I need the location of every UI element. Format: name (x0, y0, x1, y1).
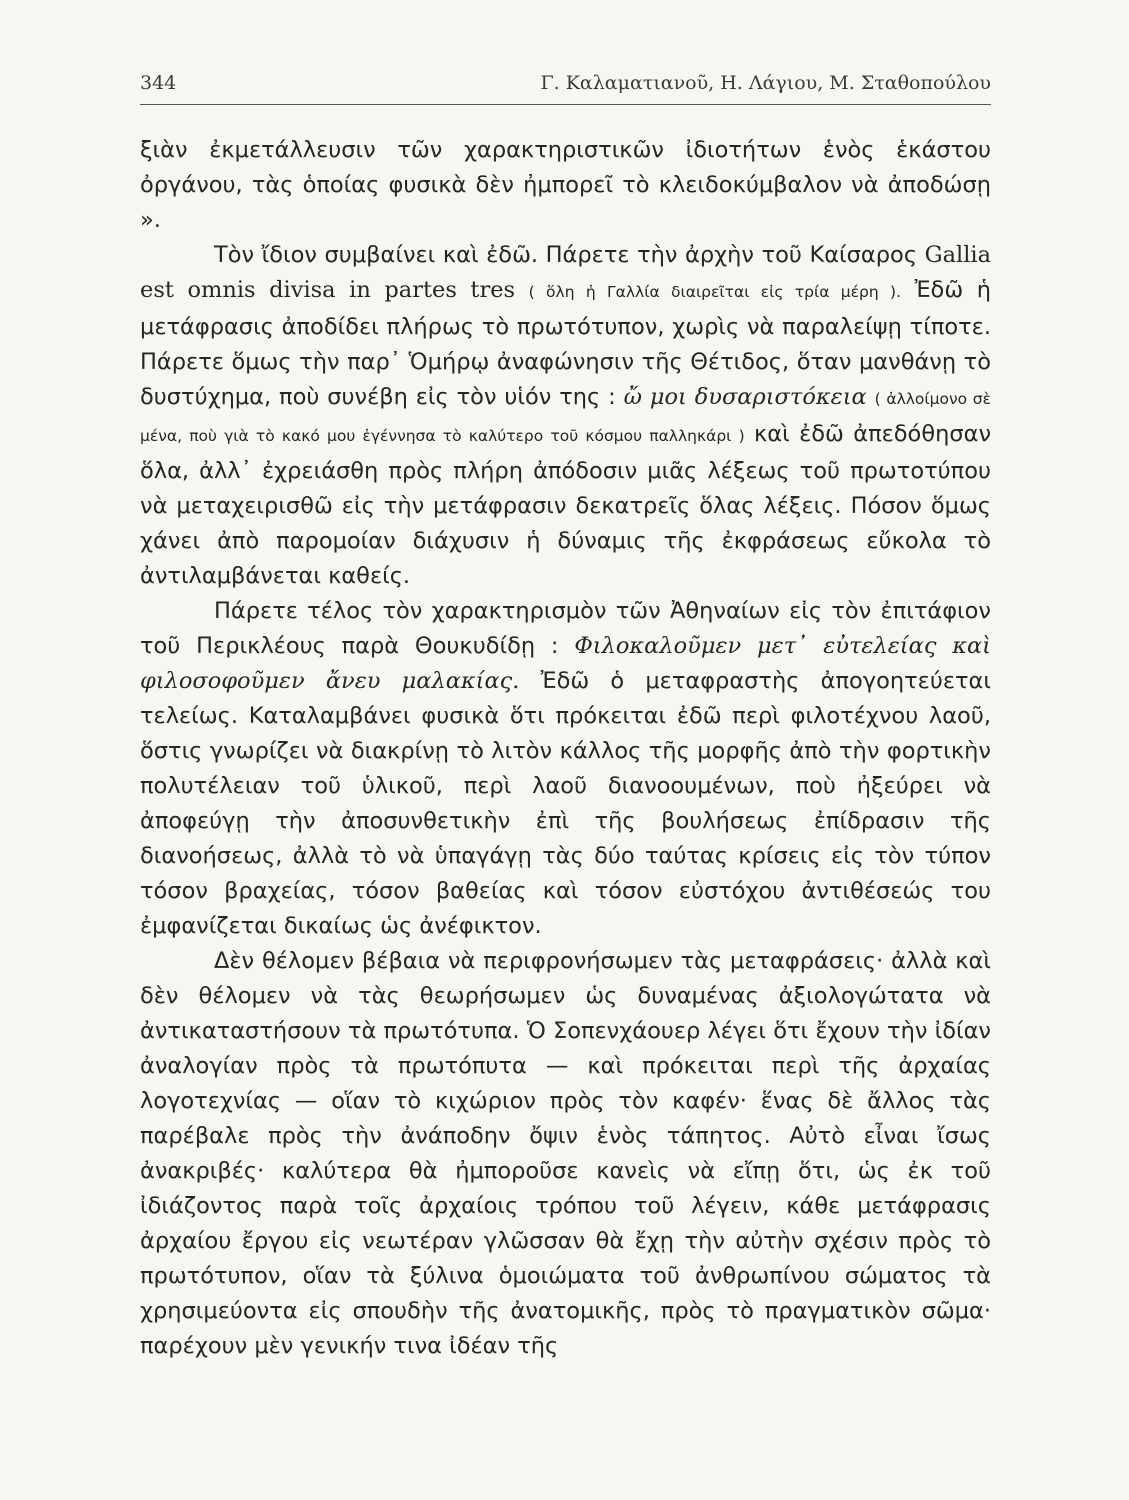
paragraph-3-text-a: Πάρετε τέλος τὸν χαρακτηρισμὸν τῶν Ἀθηναίων εἰς τὸν ἐπιτάφιον τοῦ Περικλέους παρὰ Θουκυδίδῃ : (140, 598, 991, 659)
paragraph-1: ξιὰν ἐκμετάλλευσιν τῶν χαρακτηριστικῶν ἰδιοτήτων ἑνὸς ἑκάστου ὀργάνου, τὰς ὁποίας φυσικὰ δὲν ἠμπορεῖ τὸ κλειδοκύμβαλον νὰ ἀποδώσῃ ». (140, 137, 991, 233)
gloss-gallia: ( ὅλη ἡ Γαλλία διαιρεῖται εἰς τρία μέρη ). (528, 283, 901, 301)
paragraph-3 (140, 594, 991, 944)
running-head-authors: Γ. Καλαματιανοῦ, Η. Λάγιου, Μ. Σταθοπούλου (540, 72, 991, 94)
thucydides-quote: Φιλοκαλοῦμεν μετ᾽ εὐτελείας καὶ φιλοσοφοῦμεν ἄνευ μαλακίας. (140, 633, 991, 694)
paragraph-2 (140, 238, 991, 594)
paragraph-2-text-c: καὶ ἐδῶ ἀπεδόθησαν ὅλα, ἀλλ᾽ ἐχρειάσθη πρὸς πλήρη ἀπόδοσιν μιᾶς λέξεως τοῦ πρωτοτύπου νὰ μεταχειρισθῶ εἰς τὴν μετάφρασιν δεκατρεῖς ὅλας λέξεις. Πόσον ὅμως χάνει ἀπὸ παρομοίαν διάχυσιν ἡ δύναμις τῆς ἐκφράσεως εὔκολα τὸ ἀντιλαμβάνεται καθείς. (140, 421, 992, 589)
running-header (140, 72, 991, 105)
latin-quote: Gallia est omnis divisa in partes tres (140, 242, 991, 303)
page-number: 344 (140, 72, 177, 94)
paragraph-4: Δὲν θέλομεν βέβαια νὰ περιφρονήσωμεν τὰς μεταφράσεις· ἀλλὰ καὶ δὲν θέλομεν νὰ τὰς θεωρήσωμεν ὡς δυναμένας ἀξιολογώτατα νὰ ἀντικαταστήσουν τὰ πρωτότυπα. Ὁ Σοπενχάουερ λέγει ὅτι ἔχουν τὴν ἰδίαν ἀναλογίαν πρὸς τὰ πρωτόπυτα — καὶ πρόκειται περὶ τῆς ἀρχαίας λογοτεχνίας — οἵαν τὸ κιχώριον πρὸς τὸν καφέν· ἕνας δὲ ἄλλος τὰς παρέβαλε πρὸς τὴν ἀνάποδην ὄψιν ἑνὸς τάπητος. Αὐτὸ εἶναι ἴσως ἀνακριβές· καλύτερα θὰ ἠμποροῦσε κανεὶς νὰ εἴπῃ ὅτι, ὡς ἐκ τοῦ ἰδιάζοντος παρὰ τοῖς ἀρχαίοις τρόπου τοῦ λέγειν, κάθε μετάφρασις ἀρχαίου ἔργου εἰς νεωτέραν γλῶσσαν θὰ ἔχῃ τὴν αὐτὴν σχέσιν πρὸς τὸ πρωτότυπον, οἵαν τὰ ξύλινα ὁμοιώματα τοῦ ἀνθρωπίνου σώματος τὰ χρησιμεύοντα εἰς σπουδὴν τῆς ἀνατομικῆς, πρὸς τὸ πραγματικὸν σῶμα· παρέχουν μὲν γενικήν τινα ἰδέαν τῆς (140, 948, 991, 1359)
paragraph-2-text-b: Ἐδῶ ἡ μετάφρασις ἀποδίδει πλήρως τὸ πρωτότυπον, χωρὶς νὰ παραλείψῃ τίποτε. Πάρετε ὅμως τὴν παρ᾽ Ὁμήρῳ ἀναφώνησιν τῆς Θέτιδος, ὅταν μανθάνῃ τὸ δυστύχημα, ποὺ συνέβη εἰς τὸν υἱόν της : (140, 277, 991, 410)
paragraph-3-text-b: Ἐδῶ ὁ μεταφραστὴς ἀπογοητεύεται τελείως. Καταλαμβάνει φυσικὰ ὅτι πρόκειται ἐδῶ περὶ φιλοτέχνου λαοῦ, ὅστις γνωρίζει νὰ διακρίνῃ τὸ λιτὸν κάλλος τῆς μορφῆς ἀπὸ τὴν φορτικὴν πολυτέλειαν τοῦ ὑλικοῦ, περὶ λαοῦ διανοουμένων, ποὺ ἠξεύρει νὰ ἀποφεύγῃ τὴν ἀποσυνθετικὴν ἐπὶ τῆς βουλήσεως ἐπίδρασιν τῆς διανοήσεως, ἀλλὰ τὸ νὰ ὑπαγάγῃ τὰς δύο ταύτας κρίσεις εἰς τὸν τύπον τόσον βραχείας, τόσον βαθείας καὶ τόσον εὐστόχου ἀντιθέσεώς του ἐμφανίζεται δικαίως ὡς ἀνέφικτον. (140, 668, 991, 939)
homer-quote: ὤ μοι δυσαριστόκεια (623, 384, 867, 410)
gloss-homer: ( ἀλλοίμονο σὲ μένα, ποὺ γιὰ τὸ κακό μου ἐγέννησα τὸ καλύτερο τοῦ κόσμου παλληκάρι ) (140, 390, 991, 445)
paragraph-2-text-a: Τὸν ἴδιον συμβαίνει καὶ ἐδῶ. Πάρετε τὴν ἀρχὴν τοῦ Καίσαρος (214, 242, 918, 268)
body-text (140, 133, 991, 1364)
